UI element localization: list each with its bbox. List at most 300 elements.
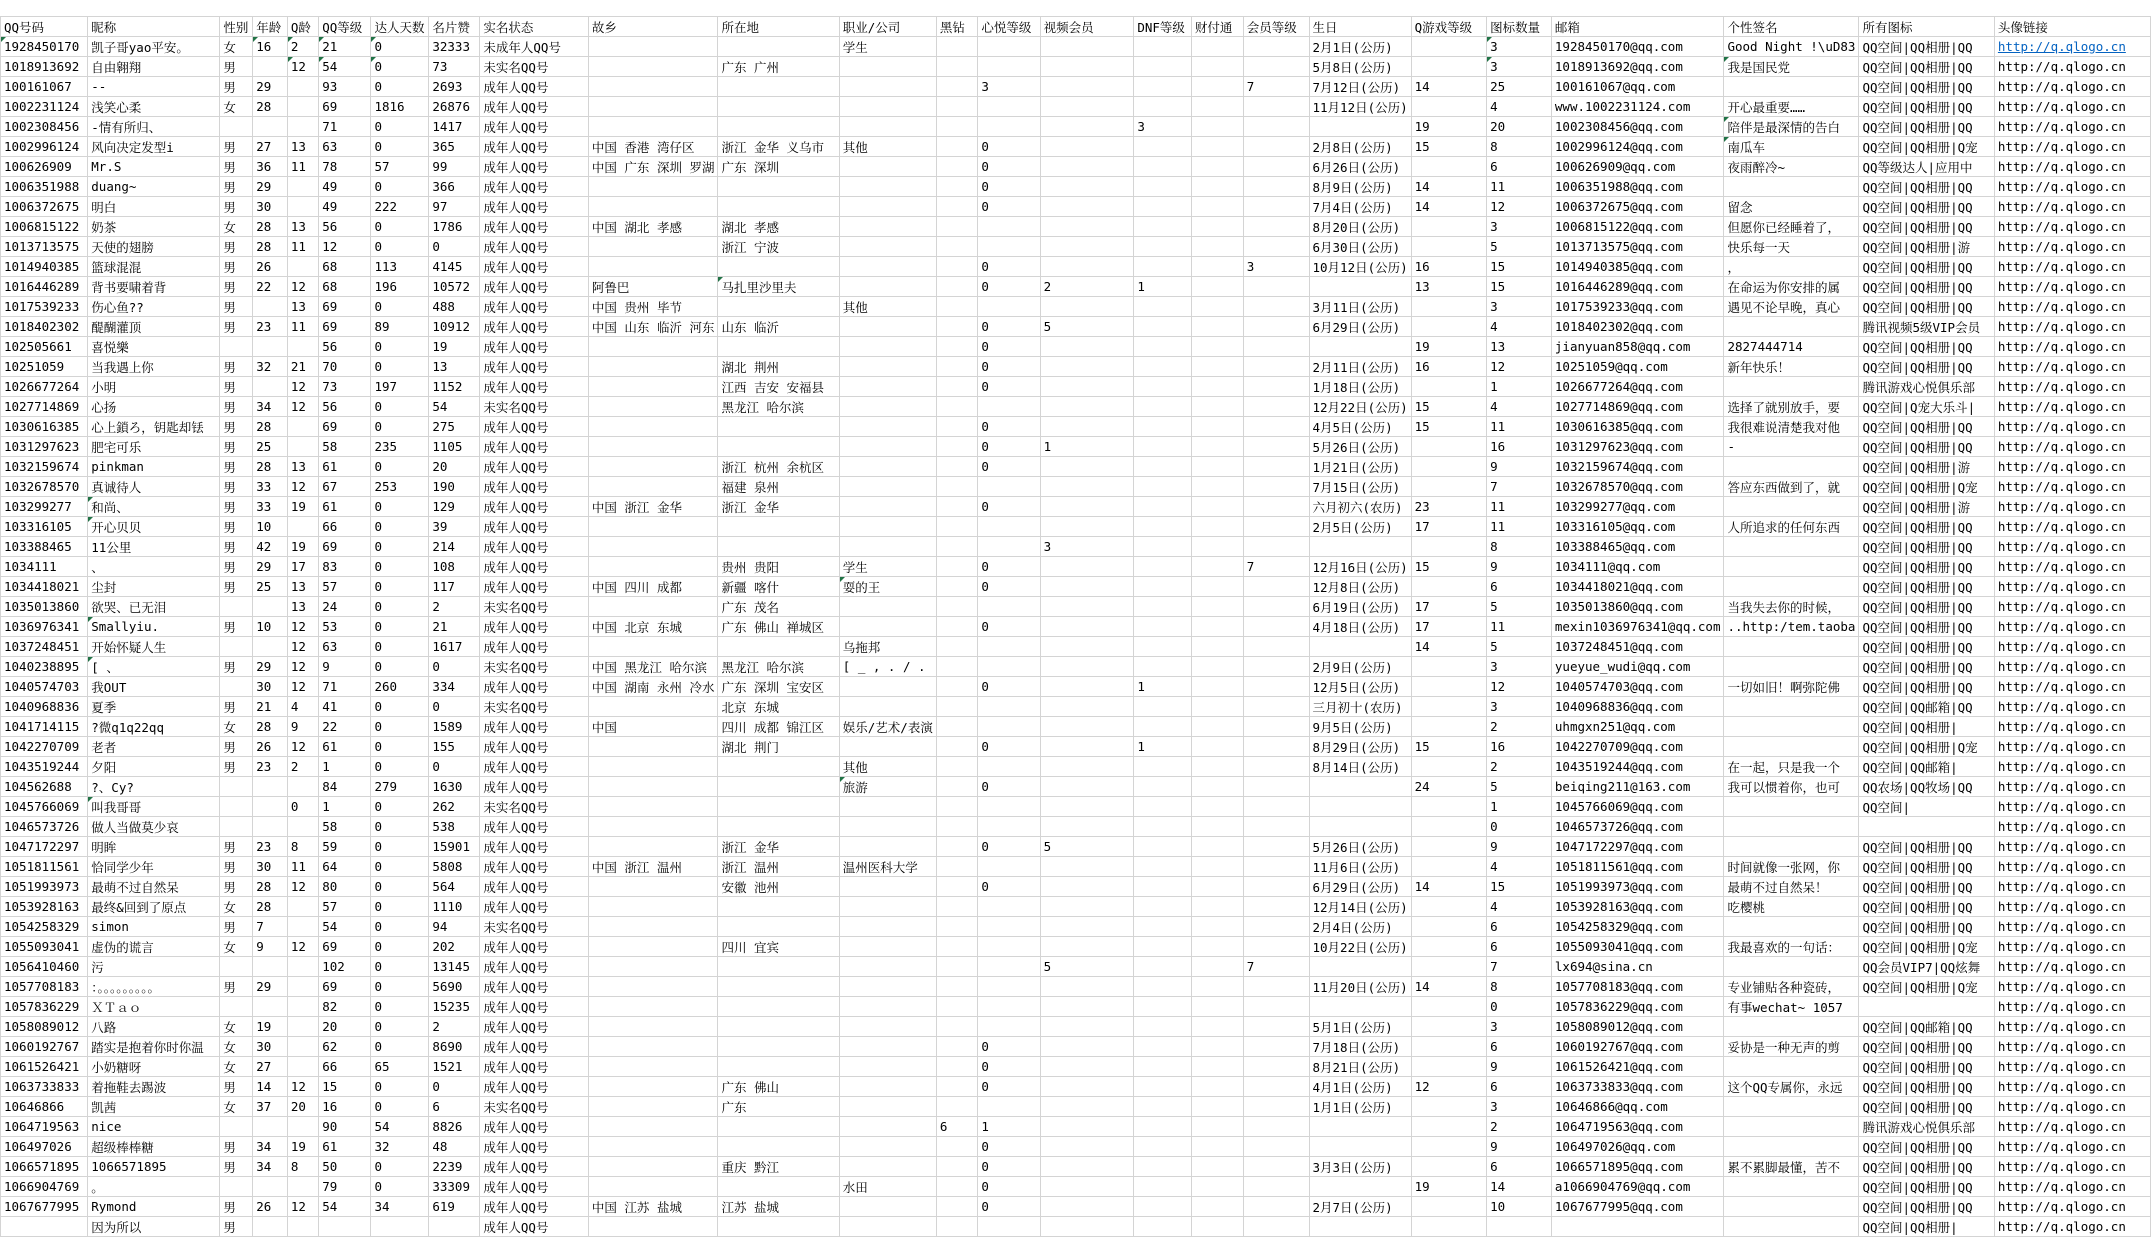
qq-level-cell[interactable]: 62 [319,1037,371,1057]
video-vip-cell[interactable] [1040,697,1134,717]
hometown-cell[interactable] [588,477,718,497]
nickname-cell[interactable]: 心扬 [88,397,220,417]
dnf-level-cell[interactable] [1134,457,1192,477]
gender-cell[interactable]: 男 [220,197,253,217]
gender-cell[interactable]: 女 [220,37,253,57]
dnf-level-cell[interactable] [1134,557,1192,577]
all-icons-cell[interactable]: QQ空间|QQ相册|QQ [1859,557,1994,577]
nickname-cell[interactable]: 踏实是抱着你时你温 [88,1037,220,1057]
gender-cell[interactable]: 男 [220,397,253,417]
avatar-link-cell[interactable]: http://q.qlogo.cn [1994,1057,2150,1077]
birthday-cell[interactable]: 3月11日(公历) [1309,297,1411,317]
signature-cell[interactable] [1724,497,1859,517]
dnf-level-cell[interactable] [1134,337,1192,357]
location-cell[interactable]: 广东 茂名 [718,597,839,617]
xinyue-level-cell[interactable] [978,517,1040,537]
card-likes-cell[interactable]: 2693 [429,77,480,97]
nickname-cell[interactable]: 和尚、 [88,497,220,517]
birthday-cell[interactable]: 6月29日(公历) [1309,317,1411,337]
gender-cell[interactable]: 男 [220,357,253,377]
age-cell[interactable]: 25 [253,577,288,597]
qq-number-cell[interactable]: 1040574703 [1,677,88,697]
hometown-cell[interactable]: 中国 浙江 金华 [588,497,718,517]
q-age-cell[interactable] [287,517,318,537]
job-company-cell[interactable]: 学生 [839,37,936,57]
black-diamond-cell[interactable] [936,1177,978,1197]
black-diamond-cell[interactable] [936,957,978,977]
black-diamond-cell[interactable] [936,677,978,697]
all-icons-cell[interactable]: QQ空间|QQ相册|QQ [1859,277,1994,297]
vip-level-cell[interactable] [1243,437,1309,457]
hometown-cell[interactable] [588,877,718,897]
qgame-level-cell[interactable]: 23 [1411,497,1486,517]
gender-cell[interactable]: 男 [220,837,253,857]
nickname-cell[interactable]: 八路 [88,1017,220,1037]
email-cell[interactable]: www.1002231124.com [1551,97,1724,117]
all-icons-cell[interactable]: QQ空间|QQ相册|QQ [1859,1197,1994,1217]
qq-level-cell[interactable]: 61 [319,457,371,477]
daren-days-cell[interactable]: 0 [371,1037,429,1057]
qgame-level-cell[interactable] [1411,537,1486,557]
all-icons-cell[interactable]: QQ空间|QQ相册|QQ [1859,517,1994,537]
vip-level-cell[interactable] [1243,137,1309,157]
avatar-link-cell[interactable]: http://q.qlogo.cn [1994,1177,2150,1197]
xinyue-level-cell[interactable] [978,597,1040,617]
xinyue-level-cell[interactable]: 0 [978,277,1040,297]
realname-status-cell[interactable]: 成年人QQ号 [480,977,589,997]
all-icons-cell[interactable]: QQ空间|QQ相册|QQ [1859,837,1994,857]
card-likes-cell[interactable]: 155 [429,737,480,757]
column-header-avatar-link[interactable]: 头像链接 [1994,17,2150,37]
dnf-level-cell[interactable] [1134,77,1192,97]
column-header-gender[interactable]: 性别 [220,17,253,37]
avatar-link-cell[interactable]: http://q.qlogo.cn [1994,1017,2150,1037]
q-age-cell[interactable]: 13 [287,137,318,157]
icon-count-cell[interactable]: 3 [1487,657,1552,677]
dnf-level-cell[interactable] [1134,817,1192,837]
age-cell[interactable]: 28 [253,717,288,737]
q-age-cell[interactable]: 2 [287,757,318,777]
gender-cell[interactable]: 男 [220,177,253,197]
dnf-level-cell[interactable] [1134,1057,1192,1077]
icon-count-cell[interactable]: 11 [1487,417,1552,437]
gender-cell[interactable] [220,997,253,1017]
nickname-cell[interactable]: 、 [88,557,220,577]
dnf-level-cell[interactable] [1134,857,1192,877]
black-diamond-cell[interactable] [936,557,978,577]
nickname-cell[interactable]: 自由翱翔 [88,57,220,77]
video-vip-cell[interactable] [1040,757,1134,777]
birthday-cell[interactable]: 4月1日(公历) [1309,1077,1411,1097]
qq-level-cell[interactable]: 54 [319,57,371,77]
realname-status-cell[interactable]: 未实名QQ号 [480,1097,589,1117]
card-likes-cell[interactable]: 1110 [429,897,480,917]
age-cell[interactable]: 28 [253,217,288,237]
column-header-daren-days[interactable]: 达人天数 [371,17,429,37]
email-cell[interactable]: 1045766069@qq.com [1551,797,1724,817]
xinyue-level-cell[interactable]: 0 [978,1037,1040,1057]
qq-level-cell[interactable]: 61 [319,737,371,757]
job-company-cell[interactable]: [ _ , . / . [839,657,936,677]
black-diamond-cell[interactable] [936,577,978,597]
card-likes-cell[interactable]: 334 [429,677,480,697]
vip-level-cell[interactable] [1243,1157,1309,1177]
black-diamond-cell[interactable] [936,757,978,777]
qq-level-cell[interactable]: 84 [319,777,371,797]
q-age-cell[interactable]: 0 [287,797,318,817]
nickname-cell[interactable]: Mr.S [88,157,220,177]
gender-cell[interactable]: 男 [220,697,253,717]
card-likes-cell[interactable]: 15901 [429,837,480,857]
realname-status-cell[interactable]: 成年人QQ号 [480,717,589,737]
location-cell[interactable] [718,777,839,797]
nickname-cell[interactable]: 开始怀疑人生 [88,637,220,657]
daren-days-cell[interactable]: 0 [371,597,429,617]
xinyue-level-cell[interactable]: 0 [978,577,1040,597]
column-header-icon-count[interactable]: 图标数量 [1487,17,1552,37]
age-cell[interactable]: 30 [253,1037,288,1057]
icon-count-cell[interactable]: 8 [1487,537,1552,557]
video-vip-cell[interactable] [1040,337,1134,357]
xinyue-level-cell[interactable]: 0 [978,1157,1040,1177]
realname-status-cell[interactable]: 成年人QQ号 [480,357,589,377]
qgame-level-cell[interactable] [1411,237,1486,257]
qgame-level-cell[interactable] [1411,477,1486,497]
qq-number-cell[interactable]: 1006351988 [1,177,88,197]
video-vip-cell[interactable] [1040,197,1134,217]
signature-cell[interactable]: 遇见不论早晚，真心 [1724,297,1859,317]
q-age-cell[interactable]: 12 [287,1077,318,1097]
all-icons-cell[interactable]: 腾讯游戏心悦俱乐部 [1859,1117,1994,1137]
qq-number-cell[interactable]: 1032678570 [1,477,88,497]
tenpay-cell[interactable] [1191,337,1243,357]
location-cell[interactable] [718,37,839,57]
hometown-cell[interactable] [588,257,718,277]
job-company-cell[interactable] [839,957,936,977]
qq-level-cell[interactable]: 49 [319,197,371,217]
black-diamond-cell[interactable] [936,837,978,857]
daren-days-cell[interactable]: 0 [371,537,429,557]
tenpay-cell[interactable] [1191,477,1243,497]
email-cell[interactable]: 1027714869@qq.com [1551,397,1724,417]
card-likes-cell[interactable]: 10572 [429,277,480,297]
avatar-link-cell[interactable]: http://q.qlogo.cn [1994,697,2150,717]
qq-number-cell[interactable]: 1053928163 [1,897,88,917]
xinyue-level-cell[interactable]: 0 [978,137,1040,157]
hometown-cell[interactable] [588,377,718,397]
job-company-cell[interactable] [839,677,936,697]
email-cell[interactable]: 1006372675@qq.com [1551,197,1724,217]
qq-level-cell[interactable]: 59 [319,837,371,857]
qq-number-cell[interactable]: 1018402302 [1,317,88,337]
q-age-cell[interactable] [287,817,318,837]
vip-level-cell[interactable] [1243,637,1309,657]
signature-cell[interactable]: 但愿你已经睡着了， [1724,217,1859,237]
hometown-cell[interactable]: 中国 贵州 毕节 [588,297,718,317]
birthday-cell[interactable]: 8月20日(公历) [1309,217,1411,237]
video-vip-cell[interactable] [1040,37,1134,57]
qq-number-cell[interactable]: 1045766069 [1,797,88,817]
realname-status-cell[interactable]: 成年人QQ号 [480,477,589,497]
gender-cell[interactable] [220,677,253,697]
dnf-level-cell[interactable] [1134,957,1192,977]
q-age-cell[interactable]: 12 [287,1197,318,1217]
q-age-cell[interactable] [287,1017,318,1037]
xinyue-level-cell[interactable] [978,37,1040,57]
gender-cell[interactable]: 女 [220,1037,253,1057]
email-cell[interactable]: a1066904769@qq.com [1551,1177,1724,1197]
black-diamond-cell[interactable] [936,197,978,217]
signature-cell[interactable]: 当我失去你的时候， [1724,597,1859,617]
qgame-level-cell[interactable] [1411,457,1486,477]
video-vip-cell[interactable] [1040,937,1134,957]
location-cell[interactable]: 广东 佛山 [718,1077,839,1097]
xinyue-level-cell[interactable]: 0 [978,357,1040,377]
qq-number-cell[interactable]: 1026677264 [1,377,88,397]
black-diamond-cell[interactable] [936,437,978,457]
nickname-cell[interactable]: simon [88,917,220,937]
job-company-cell[interactable] [839,437,936,457]
card-likes-cell[interactable]: 10912 [429,317,480,337]
daren-days-cell[interactable]: 0 [371,397,429,417]
xinyue-level-cell[interactable] [978,757,1040,777]
vip-level-cell[interactable] [1243,797,1309,817]
qgame-level-cell[interactable] [1411,937,1486,957]
nickname-cell[interactable]: 喜悦樂 [88,337,220,357]
realname-status-cell[interactable]: 未实名QQ号 [480,917,589,937]
icon-count-cell[interactable]: 0 [1487,997,1552,1017]
vip-level-cell[interactable] [1243,197,1309,217]
age-cell[interactable] [253,117,288,137]
daren-days-cell[interactable]: 0 [371,357,429,377]
q-age-cell[interactable] [287,917,318,937]
dnf-level-cell[interactable] [1134,1117,1192,1137]
tenpay-cell[interactable] [1191,557,1243,577]
daren-days-cell[interactable]: 57 [371,157,429,177]
black-diamond-cell[interactable] [936,77,978,97]
email-cell[interactable]: 1026677264@qq.com [1551,377,1724,397]
age-cell[interactable]: 36 [253,157,288,177]
tenpay-cell[interactable] [1191,517,1243,537]
qq-level-cell[interactable]: 83 [319,557,371,577]
signature-cell[interactable] [1724,557,1859,577]
black-diamond-cell[interactable] [936,177,978,197]
card-likes-cell[interactable]: 8690 [429,1037,480,1057]
q-age-cell[interactable]: 11 [287,317,318,337]
vip-level-cell[interactable] [1243,1017,1309,1037]
realname-status-cell[interactable]: 成年人QQ号 [480,617,589,637]
icon-count-cell[interactable]: 16 [1487,437,1552,457]
job-company-cell[interactable] [839,1097,936,1117]
daren-days-cell[interactable]: 0 [371,797,429,817]
qq-number-cell[interactable]: 102505661 [1,337,88,357]
nickname-cell[interactable]: 超级棒棒糖 [88,1137,220,1157]
qq-level-cell[interactable]: 67 [319,477,371,497]
daren-days-cell[interactable]: 0 [371,1077,429,1097]
tenpay-cell[interactable] [1191,577,1243,597]
realname-status-cell[interactable]: 成年人QQ号 [480,137,589,157]
location-cell[interactable]: 湖北 荆州 [718,357,839,377]
birthday-cell[interactable]: 7月15日(公历) [1309,477,1411,497]
avatar-link-cell[interactable]: http://q.qlogo.cn [1994,417,2150,437]
email-cell[interactable]: 103316105@qq.com [1551,517,1724,537]
icon-count-cell[interactable]: 5 [1487,597,1552,617]
video-vip-cell[interactable] [1040,77,1134,97]
daren-days-cell[interactable]: 197 [371,377,429,397]
q-age-cell[interactable] [287,77,318,97]
qq-level-cell[interactable]: 56 [319,397,371,417]
black-diamond-cell[interactable] [936,997,978,1017]
video-vip-cell[interactable] [1040,557,1134,577]
dnf-level-cell[interactable] [1134,317,1192,337]
nickname-cell[interactable]: ?微q1q22qq [88,717,220,737]
nickname-cell[interactable]: 浅笑心柔 [88,97,220,117]
signature-cell[interactable] [1724,717,1859,737]
gender-cell[interactable]: 女 [220,1057,253,1077]
dnf-level-cell[interactable] [1134,717,1192,737]
job-company-cell[interactable] [839,1037,936,1057]
age-cell[interactable]: 26 [253,737,288,757]
video-vip-cell[interactable]: 2 [1040,277,1134,297]
age-cell[interactable]: 26 [253,1197,288,1217]
daren-days-cell[interactable]: 0 [371,997,429,1017]
card-likes-cell[interactable]: 13145 [429,957,480,977]
dnf-level-cell[interactable] [1134,897,1192,917]
realname-status-cell[interactable]: 成年人QQ号 [480,197,589,217]
vip-level-cell[interactable] [1243,177,1309,197]
realname-status-cell[interactable]: 成年人QQ号 [480,857,589,877]
qq-level-cell[interactable]: 16 [319,1097,371,1117]
all-icons-cell[interactable]: QQ空间|QQ相册|QQ [1859,57,1994,77]
black-diamond-cell[interactable] [936,897,978,917]
icon-count-cell[interactable]: 4 [1487,857,1552,877]
avatar-link-cell[interactable]: http://q.qlogo.cn [1994,757,2150,777]
avatar-link-cell[interactable]: http://q.qlogo.cn [1994,837,2150,857]
qq-level-cell[interactable]: 20 [319,1017,371,1037]
video-vip-cell[interactable] [1040,1137,1134,1157]
signature-cell[interactable] [1724,377,1859,397]
qq-level-cell[interactable]: 61 [319,497,371,517]
dnf-level-cell[interactable] [1134,257,1192,277]
qgame-level-cell[interactable] [1411,717,1486,737]
qq-number-cell[interactable]: 1928450170 [1,37,88,57]
email-cell[interactable]: 1018913692@qq.com [1551,57,1724,77]
location-cell[interactable] [718,1137,839,1157]
q-age-cell[interactable] [287,1217,318,1237]
video-vip-cell[interactable] [1040,1037,1134,1057]
xinyue-level-cell[interactable]: 0 [978,337,1040,357]
qgame-level-cell[interactable]: 17 [1411,517,1486,537]
job-company-cell[interactable]: 学生 [839,557,936,577]
avatar-link-cell[interactable]: http://q.qlogo.cn [1994,517,2150,537]
qgame-level-cell[interactable]: 15 [1411,417,1486,437]
nickname-cell[interactable]: 欲哭、已无泪 [88,597,220,617]
signature-cell[interactable] [1724,917,1859,937]
xinyue-level-cell[interactable]: 1 [978,1117,1040,1137]
gender-cell[interactable]: 男 [220,537,253,557]
qq-number-cell[interactable]: 1040968836 [1,697,88,717]
daren-days-cell[interactable]: 0 [371,57,429,77]
hometown-cell[interactable] [588,1157,718,1177]
signature-cell[interactable] [1724,317,1859,337]
qgame-level-cell[interactable]: 14 [1411,197,1486,217]
tenpay-cell[interactable] [1191,697,1243,717]
qq-number-cell[interactable]: 1017539233 [1,297,88,317]
video-vip-cell[interactable]: 3 [1040,537,1134,557]
signature-cell[interactable]: 一切如旧！啊弥陀佛 [1724,677,1859,697]
all-icons-cell[interactable]: QQ空间|Q宠大乐斗| [1859,397,1994,417]
qq-level-cell[interactable]: 53 [319,617,371,637]
hometown-cell[interactable]: 中国 浙江 温州 [588,857,718,877]
age-cell[interactable]: 29 [253,977,288,997]
tenpay-cell[interactable] [1191,637,1243,657]
black-diamond-cell[interactable] [936,1077,978,1097]
daren-days-cell[interactable]: 0 [371,837,429,857]
avatar-link-cell[interactable]: http://q.qlogo.cn [1994,197,2150,217]
icon-count-cell[interactable]: 10 [1487,1197,1552,1217]
hometown-cell[interactable] [588,357,718,377]
video-vip-cell[interactable] [1040,117,1134,137]
xinyue-level-cell[interactable]: 0 [978,1077,1040,1097]
daren-days-cell[interactable]: 235 [371,437,429,457]
dnf-level-cell[interactable] [1134,377,1192,397]
birthday-cell[interactable] [1309,797,1411,817]
q-age-cell[interactable]: 13 [287,217,318,237]
qgame-level-cell[interactable] [1411,1217,1486,1237]
avatar-link-cell[interactable]: http://q.qlogo.cn [1994,237,2150,257]
age-cell[interactable]: 30 [253,857,288,877]
vip-level-cell[interactable] [1243,497,1309,517]
xinyue-level-cell[interactable] [978,637,1040,657]
qgame-level-cell[interactable]: 17 [1411,617,1486,637]
q-age-cell[interactable]: 19 [287,537,318,557]
birthday-cell[interactable]: 12月5日(公历) [1309,677,1411,697]
all-icons-cell[interactable]: 腾讯游戏心悦俱乐部 [1859,377,1994,397]
tenpay-cell[interactable] [1191,57,1243,77]
qq-level-cell[interactable]: 71 [319,117,371,137]
birthday-cell[interactable]: 12月8日(公历) [1309,577,1411,597]
hometown-cell[interactable]: 中国 黑龙江 哈尔滨 [588,657,718,677]
avatar-link-cell[interactable]: http://q.qlogo.cn [1994,477,2150,497]
avatar-link-cell[interactable]: http://q.qlogo.cn [1994,337,2150,357]
column-header-email[interactable]: 邮箱 [1551,17,1724,37]
black-diamond-cell[interactable] [936,397,978,417]
all-icons-cell[interactable]: QQ空间|QQ相册|Q宠 [1859,477,1994,497]
vip-level-cell[interactable] [1243,877,1309,897]
birthday-cell[interactable]: 7月12日(公历) [1309,77,1411,97]
job-company-cell[interactable]: 其他 [839,137,936,157]
qq-number-cell[interactable]: 1002308456 [1,117,88,137]
card-likes-cell[interactable]: 0 [429,697,480,717]
realname-status-cell[interactable]: 成年人QQ号 [480,637,589,657]
qq-level-cell[interactable]: 78 [319,157,371,177]
email-cell[interactable]: beiqing211@163.com [1551,777,1724,797]
tenpay-cell[interactable] [1191,177,1243,197]
avatar-link-cell[interactable]: http://q.qlogo.cn [1994,297,2150,317]
qgame-level-cell[interactable]: 14 [1411,877,1486,897]
vip-level-cell[interactable] [1243,697,1309,717]
video-vip-cell[interactable]: 5 [1040,317,1134,337]
column-header-card-likes[interactable]: 名片赞 [429,17,480,37]
icon-count-cell[interactable]: 5 [1487,777,1552,797]
icon-count-cell[interactable]: 25 [1487,77,1552,97]
email-cell[interactable]: 100626909@qq.com [1551,157,1724,177]
qq-number-cell[interactable]: 1037248451 [1,637,88,657]
all-icons-cell[interactable]: QQ空间|QQ相册|QQ [1859,857,1994,877]
birthday-cell[interactable]: 11月6日(公历) [1309,857,1411,877]
location-cell[interactable] [718,537,839,557]
vip-level-cell[interactable] [1243,717,1309,737]
